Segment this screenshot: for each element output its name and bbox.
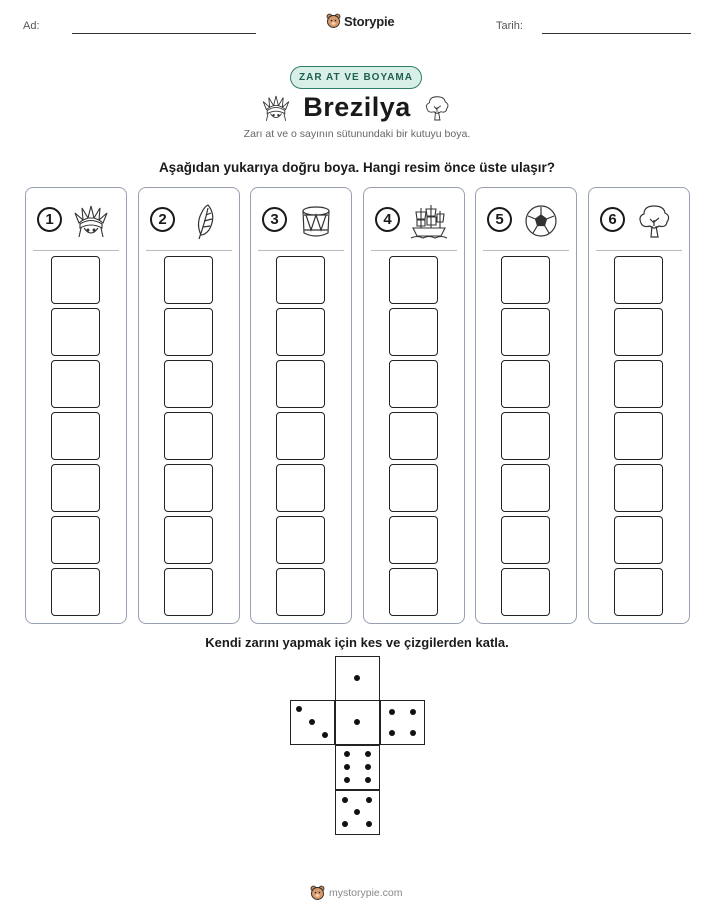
color-box[interactable]	[614, 464, 663, 512]
instruction: Aşağıdan yukarıya doğru boya. Hangi resim önce üste ulaşır?	[158, 160, 556, 175]
color-box[interactable]	[51, 256, 100, 304]
tree-icon	[422, 91, 452, 125]
color-box[interactable]	[164, 256, 213, 304]
dice-face	[335, 745, 380, 790]
bear-icon	[326, 13, 341, 29]
column-header	[364, 202, 464, 240]
soccer-ball-icon	[521, 202, 561, 240]
dice-pip	[344, 764, 350, 770]
date-line	[542, 33, 691, 34]
name-line	[72, 33, 256, 34]
date-label: Tarih:	[496, 20, 523, 32]
column-divider	[33, 250, 119, 251]
ship-icon	[409, 202, 449, 240]
dice-face	[335, 790, 380, 835]
color-box[interactable]	[501, 256, 550, 304]
color-box[interactable]	[501, 308, 550, 356]
dice-pip	[322, 732, 328, 738]
color-box[interactable]	[276, 464, 325, 512]
color-box[interactable]	[501, 464, 550, 512]
color-box[interactable]	[164, 516, 213, 564]
dice-pip	[354, 675, 360, 681]
dice-pip	[344, 751, 350, 757]
dice-pip	[410, 730, 416, 736]
color-box[interactable]	[614, 516, 663, 564]
color-box[interactable]	[164, 464, 213, 512]
footer	[310, 885, 403, 901]
color-box[interactable]	[389, 308, 438, 356]
column-header	[26, 202, 126, 240]
column-number: 5	[487, 207, 512, 232]
dice-face	[290, 700, 335, 745]
dice-pip	[389, 709, 395, 715]
color-box[interactable]	[164, 308, 213, 356]
dice-face	[335, 656, 380, 701]
color-box[interactable]	[51, 464, 100, 512]
column-number: 1	[37, 207, 62, 232]
headdress-icon	[71, 202, 111, 240]
page-title: Brezilya	[303, 92, 411, 122]
column-divider	[371, 250, 457, 251]
color-box[interactable]	[51, 568, 100, 616]
color-box[interactable]	[164, 412, 213, 460]
dice-pip	[389, 730, 395, 736]
dice-pip	[410, 709, 416, 715]
color-box[interactable]	[276, 308, 325, 356]
color-box[interactable]	[276, 360, 325, 408]
dice-instruction: Kendi zarını yapmak için kes ve çizgilerden katla.	[205, 635, 509, 650]
drum-icon	[296, 202, 336, 240]
color-box[interactable]	[501, 568, 550, 616]
column-divider	[596, 250, 682, 251]
color-box[interactable]	[51, 516, 100, 564]
dice-pip	[342, 797, 348, 803]
brand-name: Storypie	[344, 13, 395, 29]
color-box[interactable]	[164, 568, 213, 616]
column-number: 2	[150, 207, 175, 232]
color-box[interactable]	[164, 360, 213, 408]
feather-icon	[184, 202, 224, 240]
name-label: Ad:	[23, 20, 40, 32]
color-box[interactable]	[51, 308, 100, 356]
color-box[interactable]	[389, 412, 438, 460]
dice-pip	[365, 777, 371, 783]
dice-pip	[296, 706, 302, 712]
activity-badge: ZAR AT VE BOYAMA	[290, 66, 422, 89]
column-number: 3	[262, 207, 287, 232]
dice-pip	[366, 821, 372, 827]
dice-pip	[365, 764, 371, 770]
column-number: 4	[375, 207, 400, 232]
column-6	[588, 187, 690, 624]
dice-pip	[354, 719, 360, 725]
color-box[interactable]	[276, 568, 325, 616]
dice-face	[380, 700, 425, 745]
color-box[interactable]	[276, 412, 325, 460]
brand-logo	[326, 13, 394, 29]
color-box[interactable]	[276, 516, 325, 564]
column-number: 6	[600, 207, 625, 232]
color-box[interactable]	[501, 516, 550, 564]
dice-pip	[354, 809, 360, 815]
color-box[interactable]	[614, 412, 663, 460]
color-box[interactable]	[51, 360, 100, 408]
color-box[interactable]	[389, 568, 438, 616]
column-divider	[146, 250, 232, 251]
column-5	[475, 187, 577, 624]
column-header	[251, 202, 351, 240]
column-1	[25, 187, 127, 624]
column-2	[138, 187, 240, 624]
color-box[interactable]	[389, 360, 438, 408]
tree-icon	[634, 202, 674, 240]
color-box[interactable]	[51, 412, 100, 460]
column-header	[476, 202, 576, 240]
column-divider	[258, 250, 344, 251]
color-box[interactable]	[389, 464, 438, 512]
column-divider	[483, 250, 569, 251]
color-box[interactable]	[276, 256, 325, 304]
column-header	[139, 202, 239, 240]
dice-pip	[365, 751, 371, 757]
color-box[interactable]	[614, 256, 663, 304]
dice-face	[335, 700, 380, 745]
color-box[interactable]	[389, 516, 438, 564]
subtitle: Zarı at ve o sayının sütunundaki bir kutuyu boya.	[243, 128, 471, 140]
color-box[interactable]	[614, 308, 663, 356]
column-4	[363, 187, 465, 624]
column-header	[589, 202, 689, 240]
dice-pip	[342, 821, 348, 827]
dice-pip	[309, 719, 315, 725]
bear-icon	[310, 885, 325, 901]
dice-pip	[344, 777, 350, 783]
dice-pip	[366, 797, 372, 803]
color-box[interactable]	[614, 568, 663, 616]
color-box[interactable]	[614, 360, 663, 408]
color-box[interactable]	[501, 360, 550, 408]
footer-url: mystorypie.com	[329, 887, 403, 899]
column-3	[250, 187, 352, 624]
color-box[interactable]	[389, 256, 438, 304]
color-box[interactable]	[501, 412, 550, 460]
